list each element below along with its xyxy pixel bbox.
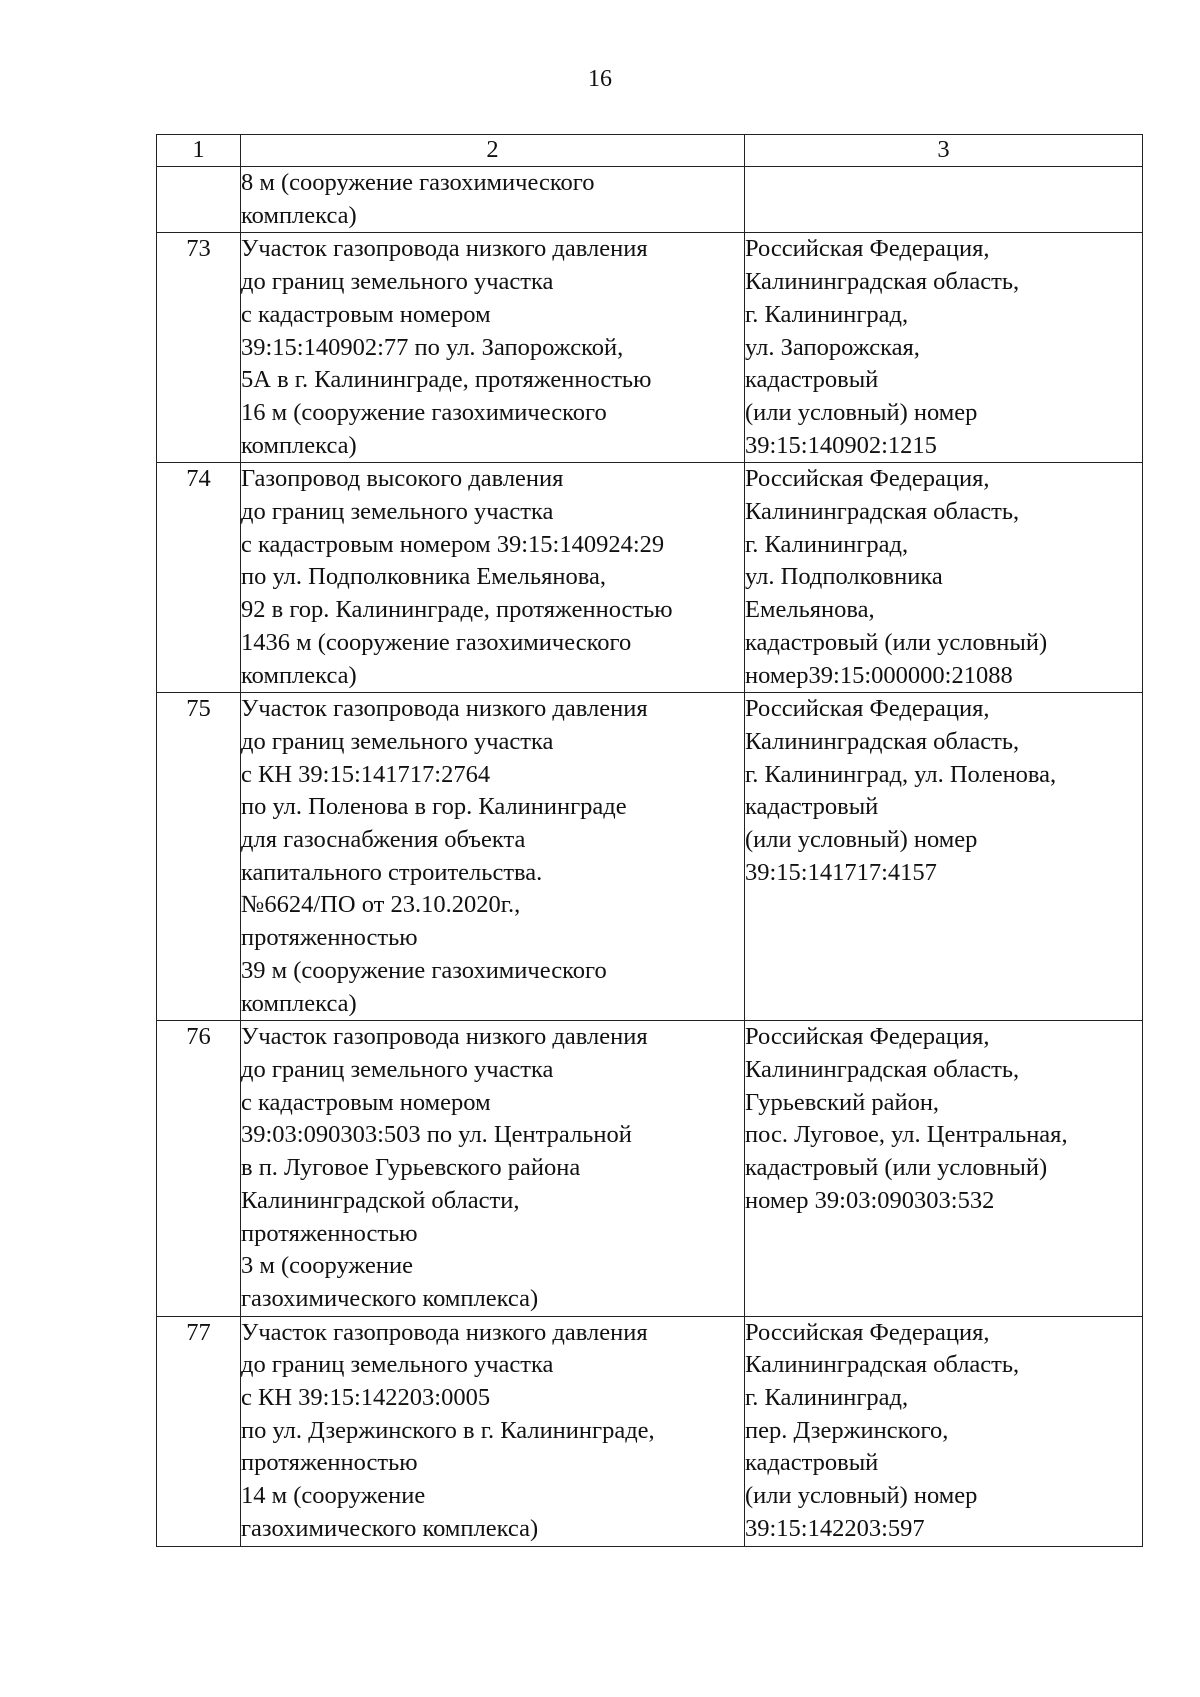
description-line: капитального строительства. <box>241 858 543 886</box>
address-line: Калининградская область, <box>745 1055 1020 1083</box>
address-line: Гурьевский район, <box>745 1088 940 1116</box>
description-line: комплекса) <box>241 661 357 689</box>
table-row <box>157 233 1143 463</box>
description-line: 39:15:140902:77 по ул. Запорожской, <box>241 333 624 361</box>
row-number: 77 <box>157 1316 241 1546</box>
address-line: кадастровый (или условный) <box>745 628 1048 656</box>
address-line: пос. Луговое, ул. Центральная, <box>745 1121 1068 1149</box>
description-line: 1436 м (сооружение газохимического <box>241 628 632 656</box>
address-line: Российская Федерация, <box>745 1318 990 1346</box>
description-line: до границ земельного участка <box>241 498 554 526</box>
address-line: кадастровый <box>745 1449 879 1477</box>
description-line: протяженностью <box>241 924 418 952</box>
table-row <box>157 1316 1143 1546</box>
table-row <box>157 693 1143 1021</box>
object-description <box>241 233 745 463</box>
description-line: с кадастровым номером 39:15:140924:29 <box>241 530 665 558</box>
table-header-row <box>157 135 1143 167</box>
table-row <box>157 167 1143 233</box>
description-line: с КН 39:15:142203:0005 <box>241 1384 491 1412</box>
address-line: 39:15:140902:1215 <box>745 431 937 459</box>
description-line: с КН 39:15:141717:2764 <box>241 760 491 788</box>
description-line: Участок газопровода низкого давления <box>241 695 648 723</box>
description-line: 5А в г. Калининграде, протяженностью <box>241 366 652 394</box>
description-line: по ул. Дзержинского в г. Калининграде, <box>241 1416 655 1444</box>
row-number <box>157 167 241 233</box>
description-line: Участок газопровода низкого давления <box>241 1023 648 1051</box>
description-line: протяженностью <box>241 1219 418 1247</box>
description-line: по ул. Поленова в гор. Калининграде <box>241 793 627 821</box>
description-line: с кадастровым номером <box>241 1088 491 1116</box>
description-line: 39 м (сооружение газохимического <box>241 956 607 984</box>
address-line: Калининградская область, <box>745 727 1020 755</box>
object-description <box>241 1316 745 1546</box>
address-line: ул. Подполковника <box>745 563 943 591</box>
address-line: 39:15:141717:4157 <box>745 858 937 886</box>
address-line: Калининградская область, <box>745 498 1020 526</box>
description-line: 3 м (сооружение <box>241 1252 413 1280</box>
address-line: Калининградская область, <box>745 268 1020 296</box>
object-address <box>745 693 1143 1021</box>
description-line: с кадастровым номером <box>241 300 491 328</box>
page-number: 16 <box>588 66 612 92</box>
description-line: 16 м (сооружение газохимического <box>241 398 607 426</box>
address-line: Российская Федерация, <box>745 1023 990 1051</box>
row-number: 74 <box>157 463 241 693</box>
description-line: комплекса) <box>241 431 357 459</box>
object-description <box>241 463 745 693</box>
description-line: 14 м (сооружение <box>241 1482 426 1510</box>
address-line: г. Калининград, <box>745 1384 909 1412</box>
address-line: г. Калининград, <box>745 530 909 558</box>
row-number: 73 <box>157 233 241 463</box>
column-header-1: 1 <box>157 135 241 167</box>
description-line: Участок газопровода низкого давления <box>241 235 648 263</box>
object-address <box>745 1316 1143 1546</box>
object-address <box>745 463 1143 693</box>
object-address <box>745 167 1143 233</box>
address-line: (или условный) номер <box>745 1482 978 1510</box>
address-line: кадастровый <box>745 793 879 821</box>
address-line: номер 39:03:090303:532 <box>745 1186 995 1214</box>
address-line: ул. Запорожская, <box>745 333 920 361</box>
address-line: г. Калининград, <box>745 300 909 328</box>
description-line: до границ земельного участка <box>241 727 554 755</box>
address-line: Российская Федерация, <box>745 465 990 493</box>
description-line: до границ земельного участка <box>241 1351 554 1379</box>
address-line: номер39:15:000000:21088 <box>745 661 1013 689</box>
description-line: комплекса) <box>241 201 357 229</box>
object-address <box>745 1021 1143 1316</box>
address-line: Российская Федерация, <box>745 235 990 263</box>
address-line: (или условный) номер <box>745 826 978 854</box>
address-line: кадастровый (или условный) <box>745 1154 1048 1182</box>
row-number: 76 <box>157 1021 241 1316</box>
description-line: для газоснабжения объекта <box>241 826 526 854</box>
address-line: Емельянова, <box>745 596 875 624</box>
row-number: 75 <box>157 693 241 1021</box>
object-description <box>241 167 745 233</box>
description-line: до границ земельного участка <box>241 268 554 296</box>
column-header-3: 3 <box>745 135 1143 167</box>
description-line: Калининградской области, <box>241 1186 520 1214</box>
registry-table <box>156 134 1143 1547</box>
description-line: протяженностью <box>241 1449 418 1477</box>
address-line: (или условный) номер <box>745 398 978 426</box>
table-row <box>157 1021 1143 1316</box>
description-line: 39:03:090303:503 по ул. Центральной <box>241 1121 632 1149</box>
address-line: Калининградская область, <box>745 1351 1020 1379</box>
address-line: г. Калининград, ул. Поленова, <box>745 760 1057 788</box>
address-line: 39:15:142203:597 <box>745 1514 925 1542</box>
description-line: Участок газопровода низкого давления <box>241 1318 648 1346</box>
column-header-2: 2 <box>241 135 745 167</box>
object-description <box>241 1021 745 1316</box>
table-row <box>157 463 1143 693</box>
description-line: газохимического комплекса) <box>241 1284 539 1312</box>
description-line: комплекса) <box>241 989 357 1017</box>
address-line: пер. Дзержинского, <box>745 1416 949 1444</box>
description-line: 8 м (сооружение газохимического <box>241 169 595 196</box>
description-line: до границ земельного участка <box>241 1055 554 1083</box>
object-description <box>241 693 745 1021</box>
description-line: в п. Луговое Гурьевского района <box>241 1154 581 1182</box>
description-line: газохимического комплекса) <box>241 1514 539 1542</box>
object-address <box>745 233 1143 463</box>
description-line: по ул. Подполковника Емельянова, <box>241 563 606 591</box>
address-line: кадастровый <box>745 366 879 394</box>
description-line: №6624/ПО от 23.10.2020г., <box>241 891 521 919</box>
description-line: Газопровод высокого давления <box>241 465 564 493</box>
description-line: 92 в гор. Калининграде, протяженностью <box>241 596 673 624</box>
address-line: Российская Федерация, <box>745 695 990 723</box>
